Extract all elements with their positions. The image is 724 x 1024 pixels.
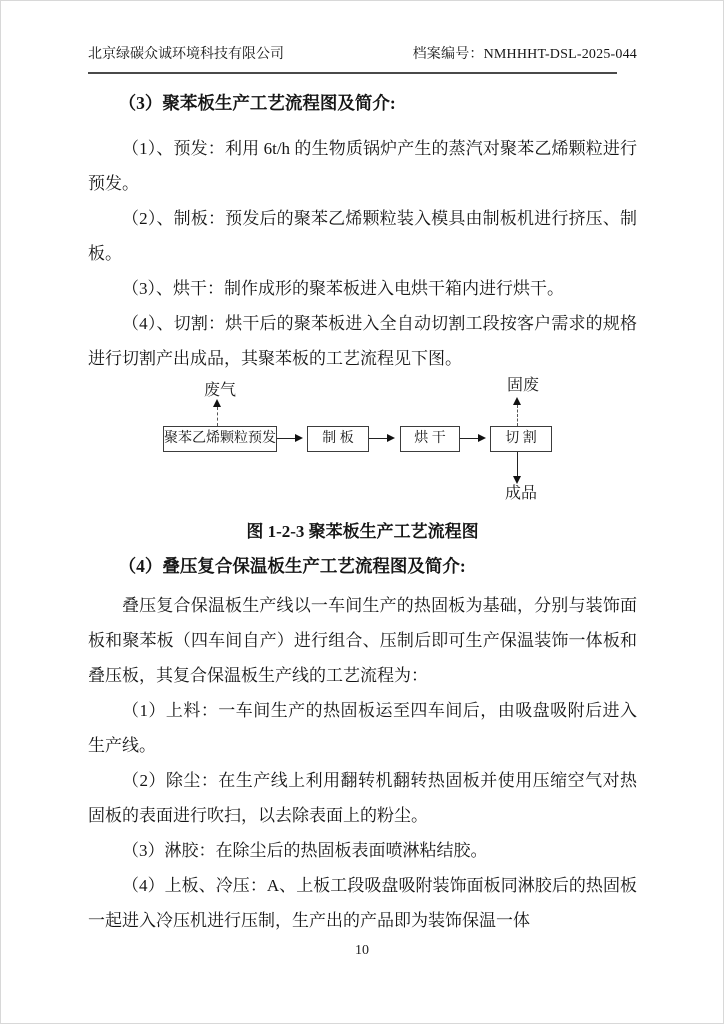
paragraph-glue: （3）淋胶：在除尘后的热固板表面喷淋粘结胶。 <box>122 841 488 860</box>
paragraph-cold-press: （4）上板、冷压：A、上板工段吸盘吸附装饰面板同淋胶后的热固板一起进入冷压机进行压制，生产出的产品即为装饰保温一体 <box>88 876 637 930</box>
doc-number-value: NMHHHT-DSL-2025-044 <box>483 47 637 62</box>
flow-box-cutting: 切 割 <box>490 426 552 452</box>
paragraph-dedust: （2）除尘：在生产线上利用翻转机翻转热固板并使用压缩空气对热固板的表面进行吹扫，以去除表面上的粉尘。 <box>88 771 637 825</box>
document-body <box>88 72 637 938</box>
page-number: 10 <box>355 943 369 958</box>
dashed-arrow-up-solid-waste-icon <box>517 405 518 426</box>
doc-number-label: 档案编号： <box>412 47 484 62</box>
process-flow-diagram <box>88 376 637 508</box>
paragraph-overview: 叠压复合保温板生产线以一车间生产的热固板为基础，分别与装饰面板和聚苯板（四车间自产）进行组合、压制后即可生产保温装饰一体板和叠压板，其复合保温板生产线的工艺流程为： <box>88 596 637 685</box>
flow-box-drying: 烘 干 <box>400 426 460 452</box>
paragraph-drying: （3）、烘干：制作成形的聚苯板进入电烘干箱内进行烘干。 <box>122 279 564 298</box>
flow-box-board-making: 制 板 <box>307 426 369 452</box>
arrow-right-icon <box>369 438 393 439</box>
section-heading-laminated-board: （4）叠压复合保温板生产工艺流程图及简介: <box>118 556 466 576</box>
header-company-name: 北京绿碳众诚环境科技有限公司 <box>88 47 284 62</box>
section-heading-ps-board: （3）聚苯板生产工艺流程图及简介: <box>118 93 396 113</box>
paragraph-cutting: （4）、切割：烘干后的聚苯板进入全自动切割工段按客户需求的规格进行切割产出成品，其聚苯板的工艺流程见下图。 <box>88 314 637 368</box>
paragraph-board-making: （2）、制板：预发后的聚苯乙烯颗粒装入模具由制板机进行挤压、制板。 <box>88 209 637 263</box>
header-doc-number <box>413 45 637 65</box>
waste-gas-label: 废气 <box>204 382 237 399</box>
flow-box-prefoam: 聚苯乙烯颗粒预发 <box>163 426 277 452</box>
arrow-right-icon <box>460 438 484 439</box>
figure-caption: 图 1-2-3 聚苯板生产工艺流程图 <box>246 522 479 541</box>
product-label: 成品 <box>505 485 538 502</box>
solid-waste-label: 固废 <box>507 377 540 394</box>
paragraph-loading: （1）上料：一车间生产的热固板运至四车间后，由吸盘吸附后进入生产线。 <box>88 701 637 755</box>
page-header <box>88 45 637 71</box>
dashed-arrow-up-waste-gas-icon <box>217 407 218 426</box>
paragraph-prefoam: （1）、预发：利用 6t/h 的生物质锅炉产生的蒸汽对聚苯乙烯颗粒进行预发。 <box>88 139 637 193</box>
arrow-down-product-icon <box>517 452 518 476</box>
arrow-right-icon <box>277 438 301 439</box>
